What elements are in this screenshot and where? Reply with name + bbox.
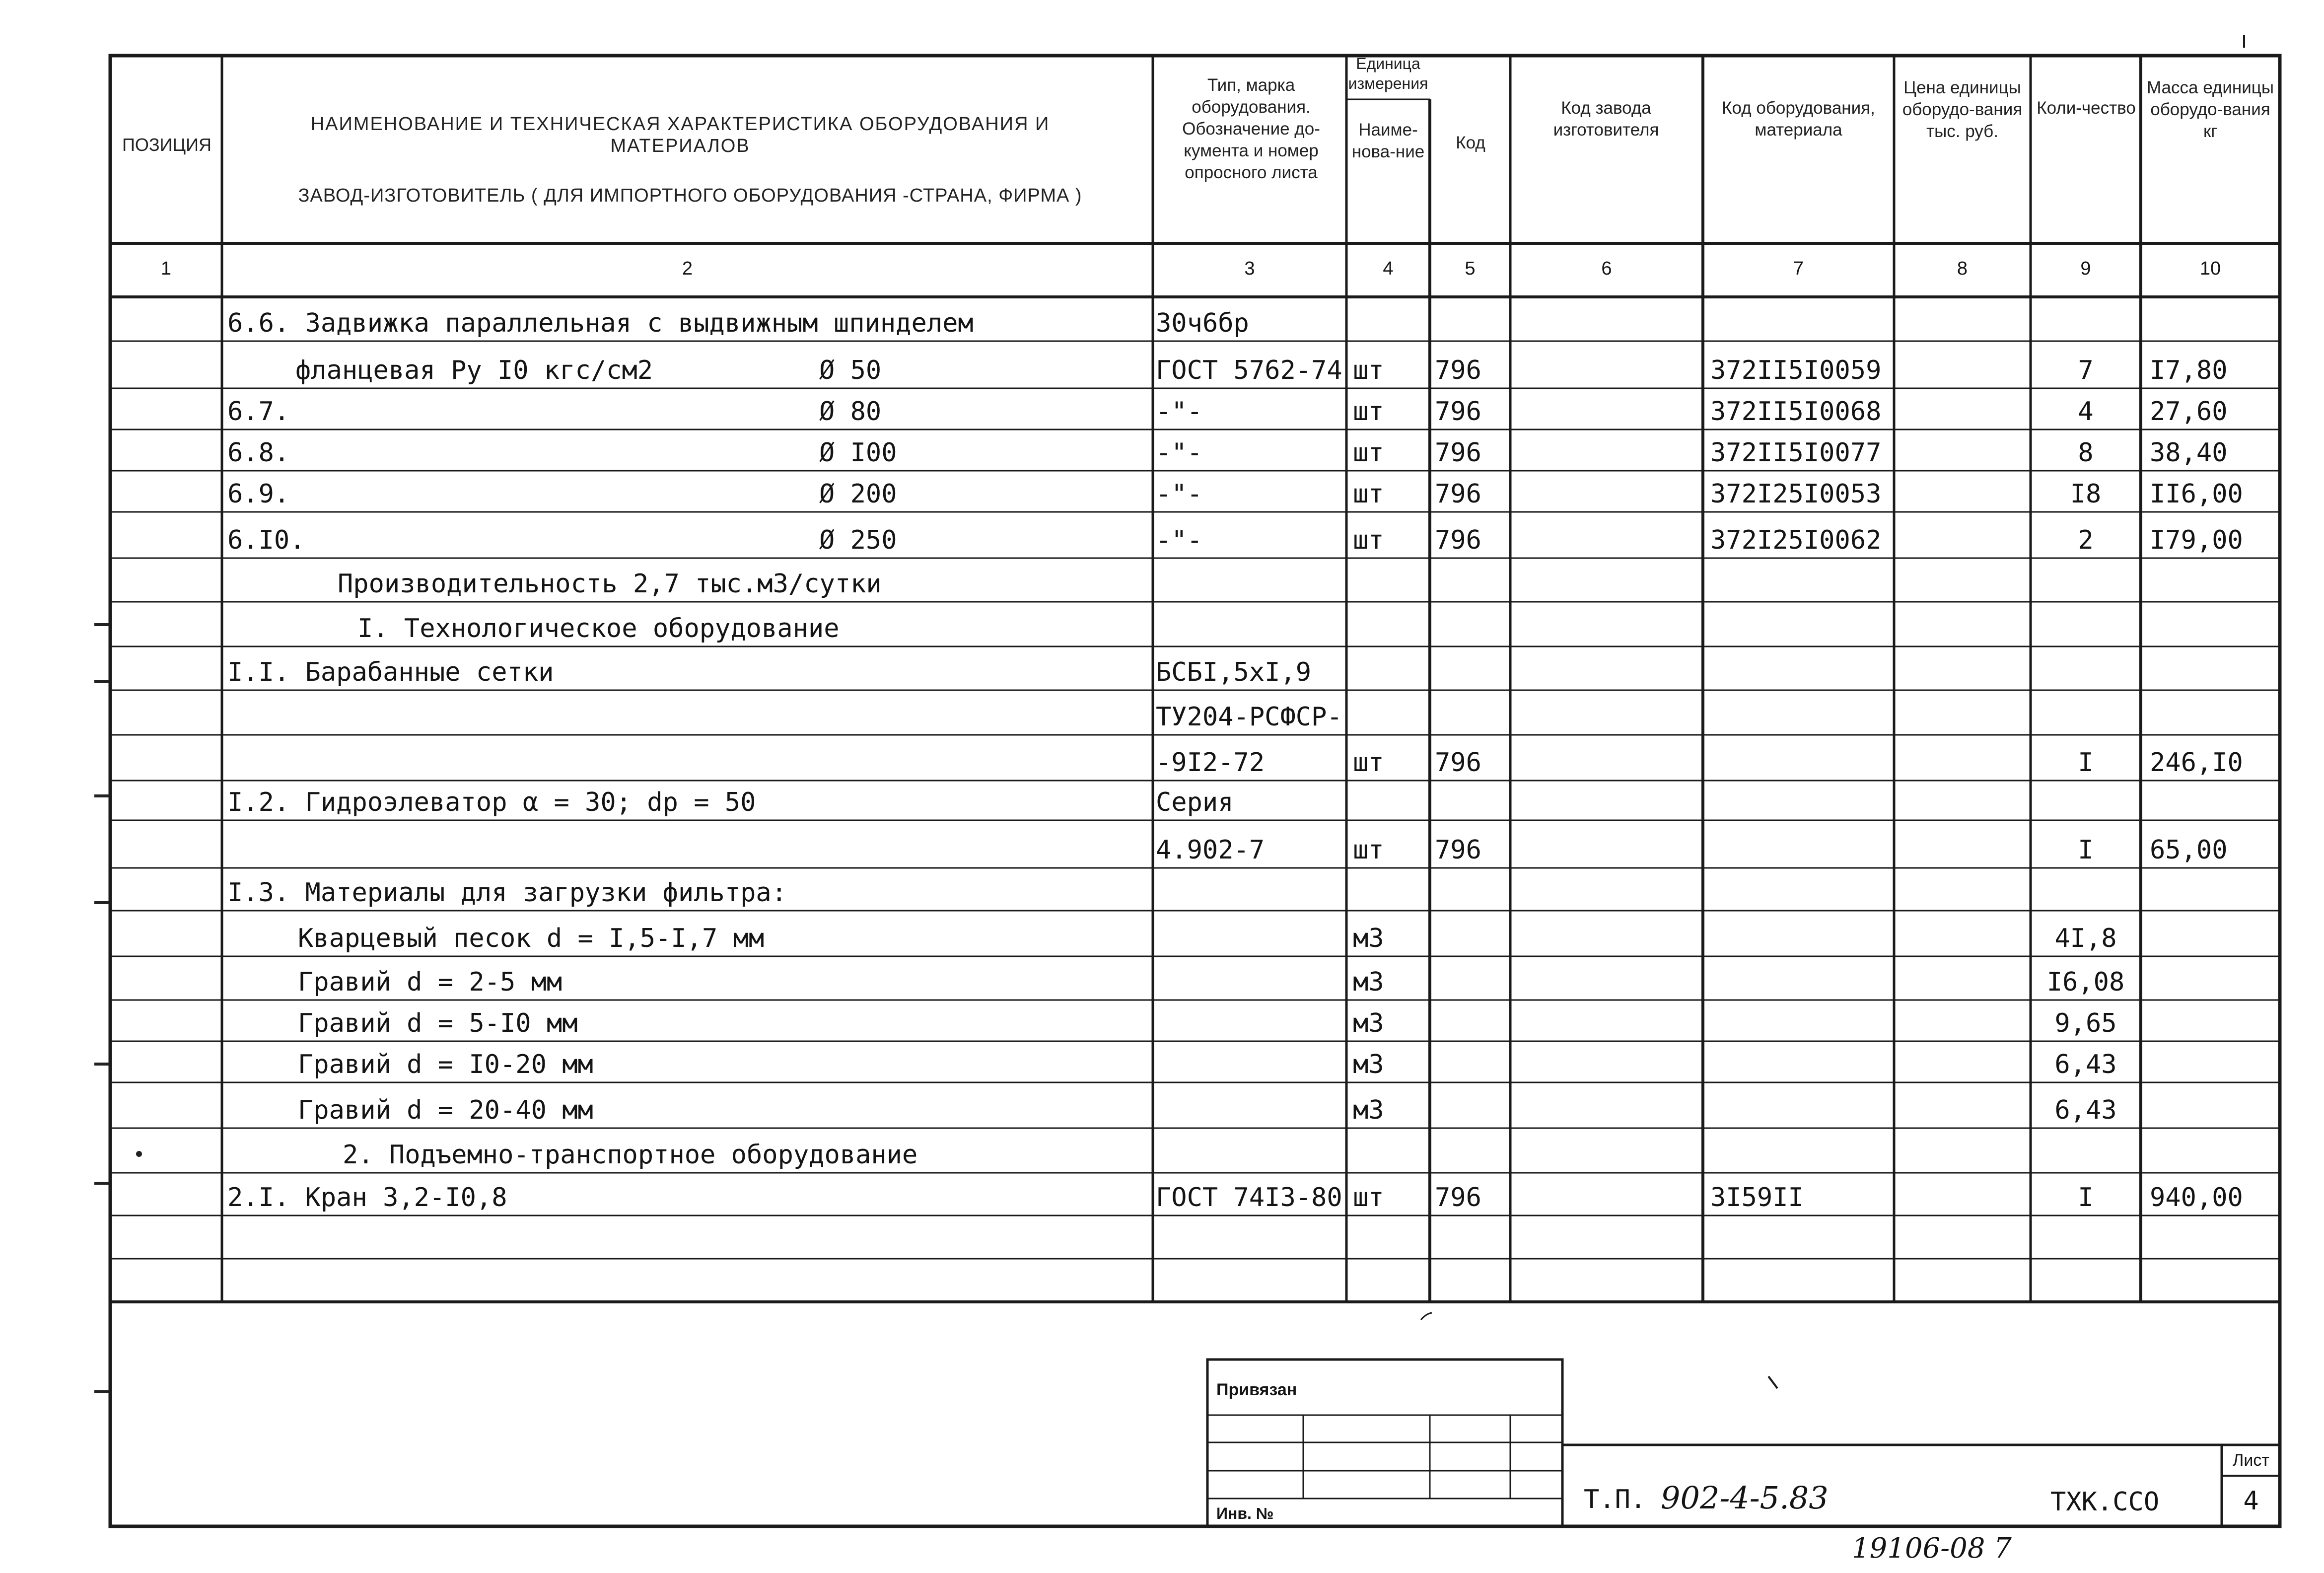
cell-diam: Ø 80 bbox=[819, 397, 882, 427]
cell-code7: 3I59II bbox=[1710, 1183, 1804, 1213]
cell-mass: 27,60 bbox=[2150, 397, 2228, 427]
column-number: 3 bbox=[1244, 258, 1255, 279]
margin-tick bbox=[94, 1390, 109, 1393]
cell-unit: шт bbox=[1353, 397, 1384, 427]
stamp-sheet-label: Лист bbox=[2233, 1451, 2269, 1470]
cell-mass: I79,00 bbox=[2150, 525, 2243, 555]
cell-qty: 4 bbox=[2078, 397, 2094, 427]
margin-tick bbox=[94, 1182, 109, 1185]
cell-code: 796 bbox=[1435, 438, 1481, 468]
cell-code: 796 bbox=[1435, 397, 1481, 427]
header-plant-code: Код завода изготовителя bbox=[1553, 98, 1659, 140]
header-position: ПОЗИЦИЯ bbox=[122, 135, 211, 155]
cell-qty: I bbox=[2078, 1183, 2094, 1213]
cell-name: фланцевая Ру I0 кгс/см2 bbox=[295, 356, 653, 385]
cell-name: 6.I0. bbox=[227, 525, 305, 555]
cell-qty: I6,08 bbox=[2046, 967, 2125, 997]
header-name: НАИМЕНОВАНИЕ И ТЕХНИЧЕСКАЯ ХАРАКТЕРИСТИКА ОБОРУДОВАНИЯ И МАТЕРИАЛОВ bbox=[310, 114, 1050, 156]
cell-unit: м3 bbox=[1353, 1008, 1384, 1038]
cell-qty: 6,43 bbox=[2054, 1050, 2117, 1079]
header-type: Тип, марка оборудования. Обозначение до-кумента и номер опросного листа bbox=[1182, 75, 1320, 182]
header-unit-group: Единица измерения bbox=[1348, 55, 1428, 92]
cell-code7: 372II5I0059 bbox=[1710, 356, 1882, 385]
cell-code: 796 bbox=[1435, 356, 1481, 385]
cell-unit: шт bbox=[1353, 438, 1384, 468]
cell-name: 6.8. bbox=[227, 438, 290, 468]
cell-name: Гравий d = I0-20 мм bbox=[298, 1050, 593, 1079]
cell-type: 4.902-7 bbox=[1156, 835, 1265, 865]
cell-code: 796 bbox=[1435, 1183, 1481, 1213]
cell-unit: шт bbox=[1353, 479, 1384, 509]
cell-name: 2. Подъемно-транспортное оборудование bbox=[343, 1140, 918, 1170]
cell-code7: 372I25I0062 bbox=[1710, 525, 1882, 555]
cell-qty: 9,65 bbox=[2054, 1008, 2117, 1038]
column-number: 6 bbox=[1601, 258, 1612, 279]
stamp-sheet-number: 4 bbox=[2243, 1486, 2259, 1516]
cell-diam: Ø I00 bbox=[819, 438, 897, 468]
stamp-inventory-label: Инв. № bbox=[1216, 1504, 1274, 1522]
cell-mass: II6,00 bbox=[2150, 479, 2243, 509]
cell-type: -"- bbox=[1156, 438, 1202, 468]
cell-qty: 6,43 bbox=[2054, 1095, 2117, 1125]
bullet-dot bbox=[136, 1151, 142, 1157]
cell-code: 796 bbox=[1435, 835, 1481, 865]
stamp-sheet-code: ТХК.ССО bbox=[2050, 1487, 2160, 1517]
cell-name: 6.9. bbox=[227, 479, 290, 509]
header-mass: Масса единицы оборудо-вания кг bbox=[2147, 78, 2274, 141]
cell-qty: 7 bbox=[2078, 356, 2094, 385]
cell-mass: 38,40 bbox=[2150, 438, 2228, 468]
cell-diam: Ø 200 bbox=[819, 479, 897, 509]
cell-name: Производительность 2,7 тыс.м3/сутки bbox=[338, 569, 882, 599]
margin-tick bbox=[94, 680, 109, 683]
stamp-project-number: 902-4-5.83 bbox=[1661, 1480, 1829, 1516]
margin-tick bbox=[94, 794, 109, 797]
cell-name: I. Технологическое оборудование bbox=[357, 614, 840, 644]
cell-diam: Ø 50 bbox=[819, 356, 882, 385]
margin-tick bbox=[94, 1063, 109, 1066]
header-price: Цена единицы оборудо-вания тыс. руб. bbox=[1902, 78, 2023, 141]
cell-unit: шт bbox=[1353, 1183, 1384, 1213]
cell-code7: 372I25I0053 bbox=[1710, 479, 1882, 509]
cell-code: 796 bbox=[1435, 525, 1481, 555]
cell-type: БСБI,5хI,9 bbox=[1156, 657, 1312, 687]
cell-unit: м3 bbox=[1353, 967, 1384, 997]
column-number: 2 bbox=[682, 258, 693, 279]
stamp-project-prefix: Т.П. bbox=[1584, 1485, 1646, 1514]
cell-unit: шт bbox=[1353, 835, 1384, 865]
archive-number: 19106-08 7 bbox=[1852, 1532, 2012, 1565]
cell-unit: м3 bbox=[1353, 1095, 1384, 1125]
cell-name: I.2. Гидроэлеватор α = 30; dр = 50 bbox=[227, 787, 756, 817]
cell-mass: I7,80 bbox=[2150, 356, 2228, 385]
cell-name: Кварцевый песок d = I,5-I,7 мм bbox=[298, 924, 765, 953]
margin-tick bbox=[94, 623, 109, 626]
header-unit-name: Наиме-нова-ние bbox=[1351, 120, 1425, 161]
cell-code7: 372II5I0077 bbox=[1710, 438, 1882, 468]
cell-unit: шт bbox=[1353, 748, 1384, 778]
cell-name: Гравий d = 2-5 мм bbox=[298, 967, 563, 997]
header-unit-code: Код bbox=[1456, 133, 1485, 152]
cell-type: Серия bbox=[1156, 787, 1234, 817]
cell-type: -"- bbox=[1156, 479, 1202, 509]
cell-type: 30ч6бр bbox=[1156, 308, 1249, 338]
cell-type: ГОСТ 74I3-80 bbox=[1156, 1183, 1342, 1213]
cell-name: Гравий d = 20-40 мм bbox=[298, 1095, 593, 1125]
cell-qty: 8 bbox=[2078, 438, 2094, 468]
cell-diam: Ø 250 bbox=[819, 525, 897, 555]
cell-type: ТУ204-РСФСР- bbox=[1156, 702, 1342, 732]
cell-type: -"- bbox=[1156, 525, 1202, 555]
cell-name: I.I. Барабанные сетки bbox=[227, 657, 554, 687]
cell-code7: 372II5I0068 bbox=[1710, 397, 1882, 427]
header-material-code: Код оборудования, материала bbox=[1722, 98, 1875, 140]
cell-qty: I bbox=[2078, 835, 2094, 865]
cell-mass: 246,I0 bbox=[2150, 748, 2243, 778]
stamp-bound-label: Привязан bbox=[1216, 1380, 1297, 1399]
column-number: 7 bbox=[1793, 258, 1804, 279]
header-manufacturer: ЗАВОД-ИЗГОТОВИТЕЛЬ ( ДЛЯ ИМПОРТНОГО ОБОРУДОВАНИЯ -СТРАНА, ФИРМА ) bbox=[298, 185, 1082, 206]
header-quantity: Коли-чество bbox=[2037, 98, 2136, 118]
cell-mass: 940,00 bbox=[2150, 1183, 2243, 1213]
column-number: 4 bbox=[1383, 258, 1394, 279]
cell-type: -"- bbox=[1156, 397, 1202, 427]
column-number: 5 bbox=[1465, 258, 1476, 279]
cell-qty: I bbox=[2078, 748, 2094, 778]
cell-name: 6.7. bbox=[227, 397, 290, 427]
cell-code: 796 bbox=[1435, 479, 1481, 509]
cell-unit: шт bbox=[1353, 356, 1384, 385]
margin-tick bbox=[94, 901, 109, 904]
cell-type: ГОСТ 5762-74 bbox=[1156, 356, 1342, 385]
cell-qty: 4I,8 bbox=[2054, 924, 2117, 953]
cell-qty: I8 bbox=[2070, 479, 2102, 509]
cell-qty: 2 bbox=[2078, 525, 2094, 555]
cell-type: -9I2-72 bbox=[1156, 748, 1265, 778]
cell-name: 6.6. Задвижка параллельная с выдвижным шпинделем bbox=[227, 308, 974, 338]
cell-unit: м3 bbox=[1353, 1050, 1384, 1079]
column-number: 1 bbox=[160, 258, 172, 279]
column-number: 9 bbox=[2080, 258, 2091, 279]
cell-name: I.3. Материалы для загрузки фильтра: bbox=[227, 878, 787, 908]
cell-name: Гравий d = 5-I0 мм bbox=[298, 1008, 578, 1038]
cell-unit: шт bbox=[1353, 525, 1384, 555]
cell-code: 796 bbox=[1435, 748, 1481, 778]
cell-mass: 65,00 bbox=[2150, 835, 2228, 865]
cell-unit: м3 bbox=[1353, 924, 1384, 953]
column-number: 8 bbox=[1957, 258, 1968, 279]
column-number: 10 bbox=[2199, 258, 2221, 279]
cell-name: 2.I. Кран 3,2-I0,8 bbox=[227, 1183, 507, 1213]
